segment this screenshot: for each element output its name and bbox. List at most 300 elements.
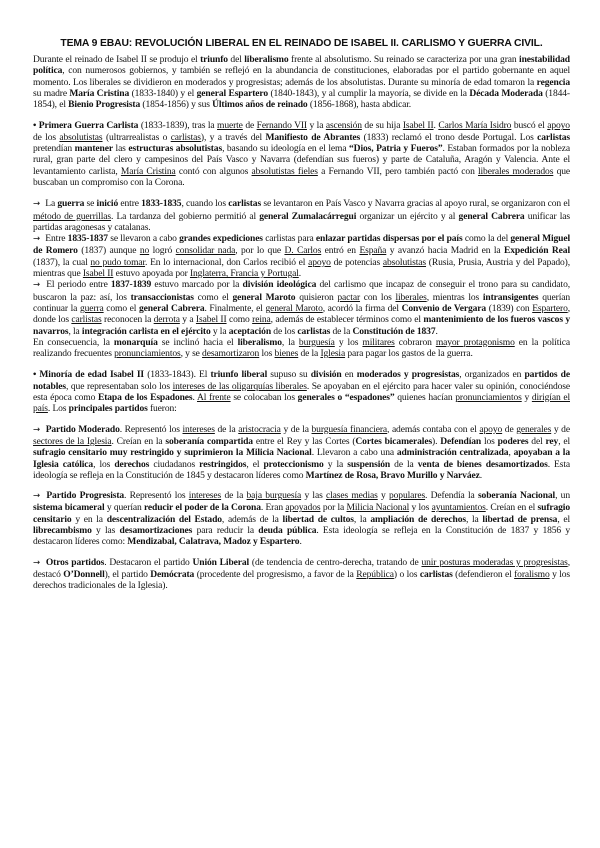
bold-text: poderes bbox=[497, 435, 529, 447]
underlined-text: apoyo bbox=[479, 423, 503, 435]
underlined-text: absolutistas bbox=[59, 131, 103, 143]
underlined-text: pronunciamientos bbox=[455, 392, 522, 404]
text-run: de la bbox=[221, 490, 247, 502]
bold-text: Defendían bbox=[440, 435, 482, 447]
underlined-text: María Cristina bbox=[120, 165, 176, 177]
text-run: , además contaba con el bbox=[387, 423, 480, 435]
text-run: . Llevaron a cabo una bbox=[311, 447, 397, 459]
underlined-text: guerra bbox=[79, 302, 104, 314]
arrow-icon: → bbox=[33, 280, 41, 291]
text-run: quisieron bbox=[295, 291, 338, 303]
underlined-text: Fernando VII bbox=[256, 120, 307, 132]
bold-text: Demócrata bbox=[150, 568, 195, 580]
text-run: . bbox=[299, 536, 302, 548]
underlined-text: dirigían el país bbox=[33, 392, 570, 415]
underlined-text: España bbox=[359, 245, 387, 257]
bold-text: libertad de prensa bbox=[482, 513, 558, 525]
text-run: organizar un ejército y al bbox=[356, 210, 459, 222]
underlined-text: general Maroto bbox=[265, 302, 323, 314]
text-run: en la política realizando frecuentes bbox=[33, 336, 570, 360]
text-run: del bbox=[227, 54, 245, 65]
text-run: , con numerosos gobiernos, y también se reflejó en la abundancia de constituciones, elaboradas por el partido gobernante en aquel momento. Los liberales se dividieron en moderados y progresistas; además de los absolutistas. Durante su minoría de edad tomaron la bbox=[33, 65, 570, 88]
bold-text: Últimos años de reinado bbox=[212, 99, 308, 111]
bold-text: principales partidos bbox=[68, 403, 148, 415]
underlined-text: Isabel II bbox=[82, 268, 114, 280]
underlined-text: ayuntamientos bbox=[431, 502, 486, 514]
text-run: en bbox=[341, 369, 357, 381]
text-run: (1856-1868), hasta abdicar. bbox=[307, 99, 412, 111]
bold-text: Década Moderada bbox=[469, 87, 543, 99]
text-run: Entre bbox=[43, 233, 68, 245]
text-run: reconocen la bbox=[101, 314, 154, 326]
text-run: ). bbox=[432, 435, 441, 447]
text-run: , el bbox=[557, 513, 571, 525]
text-run: cobraron bbox=[394, 336, 436, 348]
text-run: , el bbox=[246, 458, 264, 470]
bold-text: descentralización del Estado bbox=[106, 513, 222, 525]
text-run: que buscaban un compromiso con la Corona. bbox=[33, 165, 570, 188]
text-run: y los bbox=[409, 502, 432, 514]
underlined-text: Isabel II bbox=[402, 120, 434, 132]
text-run: fueron: bbox=[147, 403, 177, 415]
text-run: (1839) con bbox=[486, 302, 533, 314]
text-run: se levantaron en País Vasco y Navarra gracias al apoyo rural, se organizaron con el bbox=[261, 198, 571, 210]
underlined-text: unir posturas moderadas y progresistas bbox=[421, 556, 568, 568]
bold-text: derechos bbox=[114, 458, 150, 470]
bold-text: ampliación de derechos bbox=[370, 513, 466, 525]
text-run: . bbox=[433, 120, 439, 132]
text-run: , además de establecer términos como el bbox=[270, 314, 424, 326]
text-run: (1833-1840) y el bbox=[129, 87, 197, 99]
bold-text: 1837-1839 bbox=[110, 279, 152, 291]
underlined-text: apoyo bbox=[308, 256, 331, 268]
text-run: y querían bbox=[104, 502, 144, 514]
text-run: y a bbox=[179, 314, 196, 326]
underlined-text: generales bbox=[516, 423, 552, 435]
bold-text: libertad de cultos bbox=[282, 513, 354, 525]
bold-text: Mendizabal, Calatrava, Madoz y Espartero bbox=[127, 536, 300, 548]
bold-text: monarquía bbox=[113, 336, 158, 348]
bold-text: sistema bicameral bbox=[33, 502, 105, 514]
text-run: querían continuar la bbox=[33, 291, 571, 314]
text-run: , el bbox=[558, 435, 570, 447]
text-run: (1854-1856) y sus bbox=[140, 99, 213, 111]
bold-text: moderados y progresistas bbox=[356, 369, 460, 381]
text-run: y bbox=[377, 490, 389, 502]
underlined-text: intereses bbox=[188, 490, 222, 502]
bold-text: “Dios, Patria y Fueros” bbox=[349, 143, 443, 155]
text-run: pretendían bbox=[33, 143, 75, 155]
text-run: unificar las partidas aragonesas y catalanas. bbox=[33, 210, 570, 233]
bold-text: general Cabrera bbox=[458, 210, 525, 222]
text-run: de la bbox=[214, 423, 239, 435]
bold-text: Unión Liberal bbox=[192, 556, 250, 568]
bold-text: reducir el poder de la Corona bbox=[143, 502, 261, 514]
text-run: (Rusia, Prusia, Austria y del Papado), mientras que bbox=[33, 256, 570, 280]
text-run: , destacó bbox=[33, 556, 570, 580]
underlined-text: sectores de la Iglesia bbox=[33, 435, 112, 447]
underlined-text: absolutistas bbox=[382, 256, 427, 268]
text-run: como bbox=[226, 314, 253, 326]
bold-text: Minoría de edad Isabel II bbox=[39, 369, 145, 381]
bold-text: transaccionistas bbox=[130, 291, 194, 303]
text-run: se inclinó hacia el bbox=[157, 336, 238, 348]
text-run: entre bbox=[118, 198, 142, 210]
text-run: , un bbox=[555, 490, 570, 502]
war-start-paragraph bbox=[33, 198, 570, 233]
bold-text: carlistas bbox=[537, 131, 571, 143]
text-run: , la bbox=[68, 325, 82, 337]
text-run: con los bbox=[360, 291, 396, 303]
bold-text: • bbox=[33, 369, 40, 381]
bold-text: grandes expediciones bbox=[179, 233, 263, 245]
text-run: y las bbox=[91, 524, 120, 536]
text-run: El periodo entre bbox=[43, 279, 111, 291]
text-run: . Los bbox=[47, 403, 69, 415]
underlined-text: carlistas bbox=[170, 131, 201, 143]
underlined-text: burguesía bbox=[298, 336, 335, 348]
bold-text: librecambismo bbox=[33, 524, 92, 536]
text-run: . bbox=[298, 268, 302, 280]
underlined-text: Milicia Nacional bbox=[346, 502, 410, 514]
text-run: (1837) aunque bbox=[77, 245, 140, 257]
document-title: TEMA 9 EBAU: REVOLUCIÓN LIBERAL EN EL REINADO DE ISABEL II. CARLISMO Y GUERRA CIVIL. bbox=[60, 38, 543, 49]
underlined-text: apoyados bbox=[285, 502, 321, 514]
text-run: , la bbox=[281, 336, 299, 348]
bold-text: general Espartero bbox=[196, 87, 269, 99]
bold-text: general Cabrera bbox=[139, 302, 205, 314]
arrow-icon: → bbox=[33, 199, 41, 210]
text-run: (1844-1854), el bbox=[33, 87, 570, 111]
text-run: . Esta ideología se refleja en la Constitución de 1837 y 1856 y destacaron líderes como: bbox=[33, 524, 571, 548]
text-run: de potencias bbox=[330, 256, 383, 268]
text-run: y los bbox=[334, 336, 363, 348]
bold-text: administración centralizada bbox=[396, 447, 509, 459]
text-run: y bbox=[521, 392, 532, 404]
text-run: (1840-1843), y al cumplir la mayoría, se divide en la bbox=[268, 87, 470, 99]
bold-text: Partido Moderado bbox=[45, 423, 120, 435]
text-run: supuso su bbox=[267, 369, 311, 381]
bold-text: carlistas bbox=[297, 325, 331, 337]
text-run: los bbox=[481, 435, 498, 447]
text-run: a Fernando VII, pero también pactó con bbox=[317, 165, 478, 177]
text-run: , además de la bbox=[221, 513, 283, 525]
text-run: . bbox=[479, 469, 482, 481]
bold-text: soberanía Nacional bbox=[477, 490, 556, 502]
underlined-text: liberales bbox=[395, 291, 427, 303]
bold-text: Etapa de los Espadones bbox=[97, 392, 193, 404]
bold-text: Otros partidos bbox=[45, 556, 105, 568]
bold-text: regencia bbox=[536, 76, 570, 88]
text-run: de la bbox=[330, 325, 353, 337]
bold-text: general Zumalacárregui bbox=[259, 210, 357, 222]
bold-text: Primera Guerra Carlista bbox=[38, 120, 139, 132]
bold-text: guerra bbox=[57, 198, 85, 210]
text-run: . La tardanza del gobierno permitió al bbox=[110, 210, 260, 222]
underlined-text: militares bbox=[362, 336, 395, 348]
text-run: . Creían en el bbox=[485, 502, 538, 514]
underlined-text: muerte bbox=[217, 120, 243, 132]
underlined-text: foralismo bbox=[514, 568, 550, 580]
text-run: y de bbox=[551, 423, 570, 435]
bold-text: • bbox=[33, 120, 39, 132]
text-run: . bbox=[435, 325, 438, 337]
bold-text: proteccionismo bbox=[263, 458, 324, 470]
text-run: En consecuencia, la bbox=[33, 336, 114, 348]
underlined-text: aristocracia bbox=[238, 423, 281, 435]
underlined-text: D. Carlos bbox=[284, 245, 322, 257]
underlined-text: no bbox=[139, 245, 150, 257]
bold-text: Martínez de Rosa, Bravo Murillo y Narváez bbox=[305, 469, 480, 481]
moderate-party-paragraph bbox=[33, 424, 570, 481]
text-run: . Esta ideología se refleja en la Constitución de 1845 y destacaron líderes como bbox=[33, 458, 571, 481]
text-run: estuvo marcado por la bbox=[151, 279, 243, 291]
bold-text: división bbox=[310, 369, 342, 381]
bold-text: 1835-1837 bbox=[67, 233, 108, 245]
minority-paragraph bbox=[33, 369, 570, 414]
text-run: del carlismo que incapaz de conseguir el trono para su candidato, buscaron la paz: así, los bbox=[33, 279, 570, 303]
bold-text: venta de bienes desamortizados bbox=[417, 458, 548, 470]
text-run: carlistas para bbox=[262, 233, 316, 245]
text-run: . Creían en la bbox=[111, 435, 166, 447]
text-run: y en la bbox=[71, 513, 107, 525]
text-run: ) o los bbox=[393, 568, 420, 580]
bold-text: estructuras absolutistas bbox=[128, 143, 223, 155]
bold-text: María Cristina bbox=[69, 87, 130, 99]
arrow-icon: → bbox=[33, 557, 41, 568]
bold-text: integración carlista en el ejército bbox=[81, 325, 211, 337]
text-run: y los derechos tradicionales de la Iglesia). bbox=[33, 568, 571, 592]
progressive-party-paragraph bbox=[33, 490, 570, 547]
underlined-text: ascensión bbox=[325, 120, 362, 132]
other-parties-paragraph bbox=[33, 557, 570, 592]
bold-text: mantener bbox=[74, 143, 113, 155]
text-run: . bbox=[192, 392, 197, 404]
text-run: frente al absolutismo. Su reinado se caracteriza por una gran bbox=[288, 54, 520, 65]
text-run: , mientras los bbox=[426, 291, 483, 303]
text-run: . Estaban formados por la nobleza rural, gran parte del clero y campesinos del País Vasco y Navarra (defendían sus fueros) y parte de Cataluña, Aragón y Valencia. Ante el levantamiento carlista, bbox=[33, 143, 570, 177]
text-run: (de tendencia de centro-derecha, tratando de bbox=[249, 556, 422, 568]
bold-text: liberalismo bbox=[244, 54, 289, 65]
underlined-text: pactar bbox=[337, 291, 361, 303]
underlined-text: populares bbox=[389, 490, 426, 502]
text-run: logró bbox=[149, 245, 176, 257]
text-run: , acordó la firma del bbox=[322, 302, 402, 314]
text-run: (procedente del progresismo, a favor de la bbox=[194, 568, 357, 580]
underlined-text: Inglaterra, Francia y Portugal bbox=[189, 268, 299, 280]
text-run: buscó el bbox=[511, 120, 548, 132]
text-run: de los bbox=[271, 325, 298, 337]
text-run: se llevaron a cabo bbox=[107, 233, 180, 245]
bold-text: partidos de notables bbox=[33, 369, 570, 392]
bold-text: 1833-1835 bbox=[141, 198, 182, 210]
underlined-text: carlistas bbox=[71, 314, 102, 326]
underlined-text: burguesía financiera bbox=[311, 423, 388, 435]
bold-text: suspensión bbox=[347, 458, 391, 470]
underlined-text: no pudo tomar bbox=[90, 256, 146, 268]
text-run: . Destacaron el partido bbox=[104, 556, 193, 568]
text-run: entró en bbox=[321, 245, 360, 257]
bold-text: general Maroto bbox=[232, 291, 296, 303]
text-run: ciudadanos bbox=[149, 458, 200, 470]
bold-text: inició bbox=[96, 198, 119, 210]
bold-text: generales o “espadones” bbox=[297, 392, 395, 404]
text-run: estuvo apoyada por bbox=[113, 268, 190, 280]
consequence-paragraph bbox=[33, 337, 570, 360]
text-run: , la bbox=[353, 513, 371, 525]
bold-text: aceptación bbox=[228, 325, 272, 337]
text-run: (1833-1843). El bbox=[144, 369, 211, 381]
text-run: , que representaban solo los bbox=[66, 380, 173, 392]
underlined-text: intereses bbox=[182, 423, 215, 435]
bold-text: carlistas bbox=[228, 198, 262, 210]
text-run: las bbox=[112, 143, 129, 155]
text-run: . En lo internacional, don Carlos recibió el bbox=[145, 256, 309, 268]
underlined-text: Iglesia bbox=[320, 348, 346, 360]
underlined-text: derrota bbox=[153, 314, 180, 326]
text-run: los bbox=[259, 348, 275, 360]
underlined-text: clases medias bbox=[325, 490, 378, 502]
text-run: y avanzó hacia Madrid en la bbox=[386, 245, 504, 257]
bold-text: rey bbox=[545, 435, 559, 447]
bold-text: carlistas bbox=[419, 568, 453, 580]
text-run: , organizados en bbox=[459, 369, 525, 381]
text-run: , cuando los bbox=[181, 198, 229, 210]
underlined-text: liberales moderados bbox=[477, 165, 554, 177]
bold-text: deuda pública bbox=[258, 524, 317, 536]
underlined-text: Isabel II bbox=[195, 314, 227, 326]
text-run: de su hija bbox=[361, 120, 403, 132]
arrow-icon: → bbox=[33, 491, 41, 502]
text-run: , los bbox=[93, 458, 115, 470]
text-run: y la bbox=[210, 325, 229, 337]
text-run: . Representó los bbox=[119, 423, 183, 435]
bold-text: división ideológica bbox=[242, 279, 317, 291]
text-run: contó con algunos bbox=[175, 165, 252, 177]
text-run: . Finalmente, el bbox=[204, 302, 266, 314]
text-run: , por lo que bbox=[235, 245, 285, 257]
text-run: y la bbox=[323, 458, 348, 470]
text-run: . Defendía la bbox=[425, 490, 478, 502]
underlined-text: República bbox=[356, 568, 394, 580]
text-run: por la bbox=[320, 502, 347, 514]
underlined-text: reina bbox=[252, 314, 271, 326]
text-run: de bbox=[502, 423, 517, 435]
underlined-text: baja burguesía bbox=[246, 490, 302, 502]
underlined-text: pronunciamientos bbox=[114, 348, 181, 360]
text-run: de la bbox=[390, 458, 418, 470]
bold-text: general Miguel de Romero bbox=[33, 233, 570, 257]
text-run: , la bbox=[465, 513, 483, 525]
text-run: de bbox=[242, 120, 257, 132]
text-run: Durante el reinado de Isabel II se produjo el bbox=[33, 54, 201, 65]
arrow-icon: → bbox=[33, 424, 41, 435]
text-run: para reducir la bbox=[192, 524, 259, 536]
text-run: como el bbox=[103, 302, 139, 314]
bold-text: Constitución de 1837 bbox=[352, 325, 436, 337]
arrow-icon: → bbox=[33, 234, 41, 245]
bold-text: apoyaban a la Iglesia católica bbox=[33, 447, 570, 470]
text-run: , basando su ideología en el lema bbox=[222, 143, 350, 155]
bold-text: Convenio de Vergara bbox=[401, 302, 487, 314]
bold-text: enlazar partidas dispersas por el país bbox=[315, 233, 463, 245]
underlined-text: Carlos María Isidro bbox=[438, 120, 512, 132]
text-run: (1833-1839), tras la bbox=[138, 120, 218, 132]
intro-paragraph bbox=[33, 54, 570, 110]
bold-text: O’Donnell bbox=[63, 568, 105, 580]
underlined-text: método de guerrillas bbox=[33, 210, 111, 222]
carlist-war-paragraph bbox=[33, 120, 570, 188]
text-run: como la del bbox=[462, 233, 511, 245]
text-run: . Representó los bbox=[124, 490, 189, 502]
text-run: ), y a través del bbox=[200, 131, 266, 143]
bold-text: triunfo bbox=[200, 54, 228, 65]
underlined-text: absolutistas fieles bbox=[251, 165, 318, 177]
bold-text: soberanía compartida bbox=[165, 435, 253, 447]
text-run: ), el partido bbox=[104, 568, 151, 580]
text-run: y la bbox=[306, 120, 326, 132]
text-run: , y se bbox=[180, 348, 203, 360]
bold-text: Partido Progresista bbox=[46, 490, 125, 502]
text-run: , bbox=[508, 447, 514, 459]
underlined-text: intereses de las oligarquías liberales bbox=[172, 380, 307, 392]
underlined-text: Al frente bbox=[197, 392, 231, 404]
bold-text: desamortizaciones bbox=[119, 524, 193, 536]
bold-text: restringidos bbox=[199, 458, 247, 470]
bold-text: mantenimiento de los fueros vascos y navarros bbox=[33, 314, 571, 337]
text-run: . Eran bbox=[260, 502, 286, 514]
text-run: (defendieron el bbox=[452, 568, 515, 580]
bold-text: sufragio censitario bbox=[33, 502, 570, 525]
text-run: (1837), la cual bbox=[33, 256, 91, 268]
text-run: , donde los bbox=[33, 302, 570, 326]
text-run: de los bbox=[33, 131, 60, 143]
bold-text: intransigentes bbox=[482, 291, 539, 303]
text-run: (1833) reclamó el trono desde Portugal. Los bbox=[360, 131, 538, 143]
text-run: se bbox=[84, 198, 97, 210]
underlined-text: desamortizaron bbox=[202, 348, 260, 360]
text-run: de la bbox=[298, 348, 321, 360]
text-run: . Se apoyaban en el ejército para hacer valer su opinión, conociéndose esta época como bbox=[33, 380, 571, 404]
bold-text: Manifiesto de Abrantes bbox=[265, 131, 361, 143]
text-run: del bbox=[528, 435, 546, 447]
bold-text: triunfo liberal bbox=[210, 369, 268, 381]
bold-text: Bienio Progresista bbox=[68, 99, 141, 111]
text-run: para pagar los gastos de la guerra. bbox=[345, 348, 473, 360]
text-run: su madre bbox=[33, 87, 70, 99]
text-run: y de la bbox=[280, 423, 312, 435]
bold-text: Expedición Real bbox=[504, 245, 570, 257]
bold-text: Cortes bicamerales bbox=[355, 435, 433, 447]
text-run: quienes hacían bbox=[394, 392, 456, 404]
text-run: como el bbox=[193, 291, 233, 303]
text-run: entre el Rey y las Cortes ( bbox=[252, 435, 356, 447]
expeditions-paragraph bbox=[33, 233, 570, 279]
text-run: (ultrarrealistas o bbox=[102, 131, 171, 143]
text-run: se colocaban los bbox=[230, 392, 298, 404]
underlined-text: consolidar nada bbox=[175, 245, 236, 257]
underlined-text: Espartero bbox=[532, 302, 568, 314]
text-run: La bbox=[43, 198, 58, 210]
bold-text: liberalismo bbox=[237, 336, 282, 348]
division-paragraph bbox=[33, 279, 570, 336]
bold-text: sufragio censitario muy restringido y suprimieron la Milicia Nacional bbox=[33, 447, 312, 459]
text-run: y las bbox=[301, 490, 326, 502]
underlined-text: apoyo bbox=[547, 120, 570, 132]
underlined-text: bienes bbox=[274, 348, 299, 360]
bold-text: inestabilidad política bbox=[33, 54, 570, 77]
underlined-text: mayor protagonismo bbox=[435, 336, 515, 348]
